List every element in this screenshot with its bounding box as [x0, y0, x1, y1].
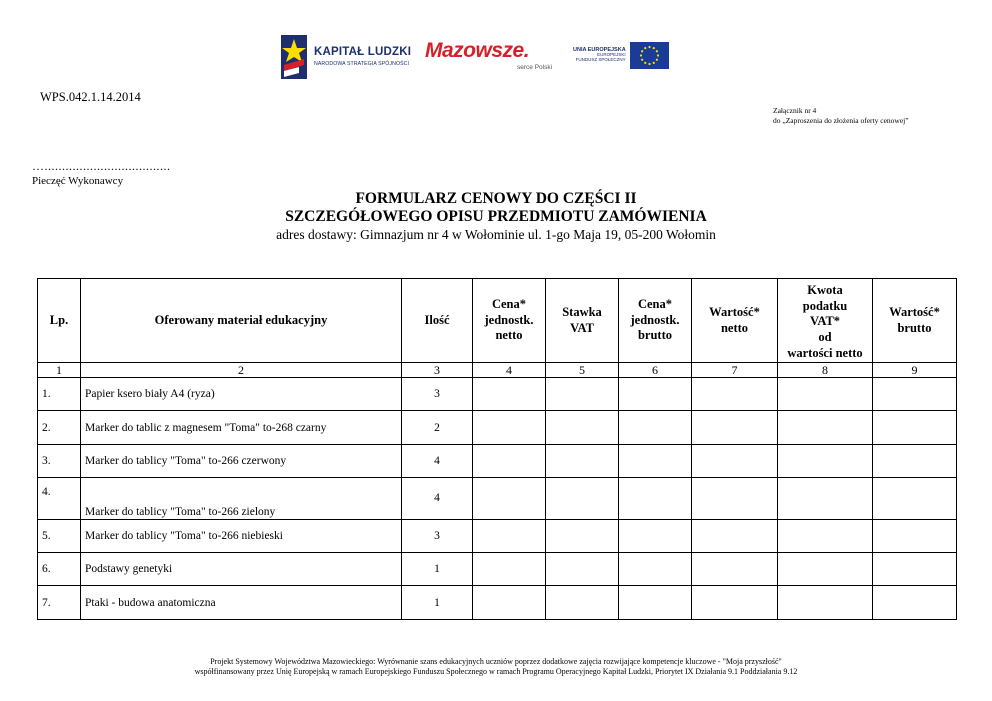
eu-line2: EUROPEJSKI	[597, 52, 626, 58]
row-number: 1.	[38, 378, 81, 411]
column-header-line: podatku	[802, 298, 848, 313]
empty-price-cell	[692, 444, 778, 477]
mazowsze-title: Mazowsze.	[425, 39, 530, 62]
column-number: 5	[546, 363, 619, 378]
empty-price-cell	[692, 519, 778, 552]
eu-star-icon	[641, 50, 643, 52]
kapital-ludzki-emblem-icon	[281, 35, 307, 79]
table-header-row	[38, 279, 957, 363]
empty-price-cell	[546, 519, 619, 552]
column-header-line: netto	[495, 328, 523, 343]
kapital-ludzki-title: KAPITAŁ LUDZKI	[314, 46, 412, 59]
empty-price-cell	[778, 378, 873, 411]
footer-line2: współfinansowany przez Unię Europejską w ramach Europejskiego Funduszu Społecznego w ramach Programu Operacyjnego Kapitał Ludzki, Priorytet IX Działania 9.1 Poddziałania 9.12	[194, 667, 798, 677]
eu-star-icon	[652, 47, 654, 49]
mazowsze-subtitle: serce Polski	[517, 64, 553, 71]
form-title-line2: SZCZEGÓŁOWEGO OPISU PRZEDMIOTU ZAMÓWIENIA	[285, 208, 707, 225]
column-number: 2	[81, 363, 402, 378]
column-header-line: wartości netto	[787, 346, 863, 361]
empty-price-cell	[873, 411, 957, 444]
empty-price-cell	[778, 519, 873, 552]
material-name: Papier ksero biały A4 (ryza)	[81, 378, 402, 411]
table-row	[38, 411, 957, 444]
material-name: Ptaki - budowa anatomiczna	[81, 586, 402, 619]
attachment-note	[773, 106, 909, 126]
empty-price-cell	[873, 552, 957, 585]
empty-price-cell	[692, 378, 778, 411]
column-header-7	[692, 279, 778, 363]
empty-price-cell	[778, 411, 873, 444]
eu-star-icon	[652, 61, 654, 63]
material-name: Marker do tablic z magnesem "Toma" to-268 czarny	[81, 411, 402, 444]
column-header-line: VAT*	[809, 314, 841, 329]
row-number: 2.	[38, 411, 81, 444]
quantity: 1	[402, 552, 473, 585]
column-header-2	[81, 279, 402, 363]
empty-price-cell	[692, 552, 778, 585]
eu-star-icon	[655, 50, 657, 52]
column-header-line: Wartość*	[709, 304, 760, 319]
column-header-line: jednostk.	[630, 312, 680, 327]
attachment-line2: do „Zaproszenia do złożenia oferty cenowej”	[773, 115, 909, 125]
signature-dots: …....................................	[32, 159, 171, 173]
material-name: Marker do tablicy "Toma" to-266 czerwony	[81, 444, 402, 477]
reference-number: WPS.042.1.14.2014	[40, 90, 141, 104]
empty-price-cell	[692, 411, 778, 444]
empty-price-cell	[473, 552, 546, 585]
column-number: 3	[402, 363, 473, 378]
attachment-line1: Załącznik nr 4	[773, 106, 817, 115]
empty-price-cell	[619, 519, 692, 552]
table-row	[38, 586, 957, 619]
column-header-8	[778, 279, 873, 363]
column-header-4	[473, 279, 546, 363]
quantity: 4	[402, 444, 473, 477]
empty-price-cell	[619, 478, 692, 519]
empty-price-cell	[473, 478, 546, 519]
empty-price-cell	[619, 411, 692, 444]
empty-price-cell	[473, 444, 546, 477]
empty-price-cell	[619, 552, 692, 585]
eu-star-icon	[648, 45, 650, 47]
empty-price-cell	[473, 378, 546, 411]
table-row	[38, 552, 957, 585]
quantity: 2	[402, 411, 473, 444]
price-table	[37, 278, 957, 620]
quantity: 3	[402, 519, 473, 552]
column-header-5	[546, 279, 619, 363]
eu-flag-icon	[630, 42, 669, 69]
row-number: 7.	[38, 586, 81, 619]
empty-price-cell	[778, 444, 873, 477]
eu-star-icon	[644, 47, 646, 49]
eu-star-icon	[641, 58, 643, 60]
empty-price-cell	[778, 478, 873, 519]
empty-price-cell	[873, 444, 957, 477]
row-number: 4.	[38, 478, 81, 519]
footer-line1: Projekt Systemowy Województwa Mazowieckiego: Wyrównanie szans edukacyjnych uczniów poprzez dodatkowe zajęcia rozwijające kompetencje kluczowe - "Moja przyszłość"	[210, 657, 782, 666]
table-row	[38, 378, 957, 411]
column-number: 9	[873, 363, 957, 378]
footer	[0, 657, 992, 678]
column-header-6	[619, 279, 692, 363]
column-header-line: Oferowany materiał edukacyjny	[154, 312, 328, 327]
eu-logo	[573, 41, 669, 69]
kapital-ludzki-subtitle: NARODOWA STRATEGIA SPÓJNOŚCI	[314, 60, 410, 67]
empty-price-cell	[873, 519, 957, 552]
row-number: 3.	[38, 444, 81, 477]
column-header-line: Kwota	[807, 282, 843, 297]
empty-price-cell	[473, 519, 546, 552]
quantity: 4	[402, 478, 473, 519]
empty-price-cell	[619, 378, 692, 411]
empty-price-cell	[619, 444, 692, 477]
column-header-9	[873, 279, 957, 363]
column-header-line: Cena*	[637, 296, 673, 311]
row-number: 5.	[38, 519, 81, 552]
column-header-line: Stawka	[562, 304, 602, 319]
column-header-line: brutto	[897, 320, 932, 335]
column-header-line: brutto	[637, 328, 673, 343]
empty-price-cell	[778, 586, 873, 619]
eu-star-icon	[648, 62, 650, 64]
eu-line3: FUNDUSZ SPOŁECZNY	[575, 57, 626, 63]
material-name: Marker do tablicy "Toma" to-266 niebieski	[81, 519, 402, 552]
eu-star-icon	[640, 54, 642, 56]
kapital-ludzki-logo	[281, 33, 411, 81]
column-header-line: Cena*	[491, 296, 527, 311]
empty-price-cell	[546, 411, 619, 444]
empty-price-cell	[873, 586, 957, 619]
material-name: Podstawy genetyki	[81, 552, 402, 585]
column-header-line: netto	[720, 320, 749, 335]
eu-star-icon	[644, 61, 646, 63]
empty-price-cell	[692, 478, 778, 519]
empty-price-cell	[873, 378, 957, 411]
quantity: 1	[402, 586, 473, 619]
empty-price-cell	[546, 586, 619, 619]
column-number: 4	[473, 363, 546, 378]
empty-price-cell	[546, 552, 619, 585]
quantity: 3	[402, 378, 473, 411]
column-header-line: Ilość	[424, 312, 450, 327]
eu-line1: UNIA EUROPEJSKA	[573, 47, 626, 54]
column-header-line: VAT	[570, 320, 594, 335]
column-header-line: Wartość*	[889, 304, 940, 319]
empty-price-cell	[873, 478, 957, 519]
contractor-stamp-label: Pieczęć Wykonawcy	[32, 175, 124, 187]
column-number: 7	[692, 363, 778, 378]
mazowsze-logo	[425, 40, 565, 74]
column-header-line: Lp.	[49, 312, 69, 327]
empty-price-cell	[778, 552, 873, 585]
eu-star-icon	[657, 54, 659, 56]
table-row	[38, 519, 957, 552]
eu-star-icon	[655, 58, 657, 60]
table-row	[38, 478, 957, 519]
material-name: Marker do tablicy "Toma" to-266 zielony	[81, 478, 402, 519]
column-header-line: jednostk.	[484, 312, 534, 327]
empty-price-cell	[473, 586, 546, 619]
empty-price-cell	[619, 586, 692, 619]
empty-price-cell	[692, 586, 778, 619]
empty-price-cell	[546, 478, 619, 519]
row-number: 6.	[38, 552, 81, 585]
column-number: 8	[778, 363, 873, 378]
table-number-row	[38, 363, 957, 378]
column-header-3	[402, 279, 473, 363]
empty-price-cell	[546, 378, 619, 411]
column-header-1	[38, 279, 81, 363]
table-row	[38, 444, 957, 477]
delivery-address: adres dostawy: Gimnazjum nr 4 w Wołominie ul. 1-go Maja 19, 05-200 Wołomin	[276, 227, 716, 242]
column-header-line: od	[818, 330, 832, 345]
empty-price-cell	[546, 444, 619, 477]
empty-price-cell	[473, 411, 546, 444]
column-number: 1	[38, 363, 81, 378]
column-number: 6	[619, 363, 692, 378]
form-title-line1: FORMULARZ CENOWY DO CZĘŚCI II	[355, 190, 637, 207]
